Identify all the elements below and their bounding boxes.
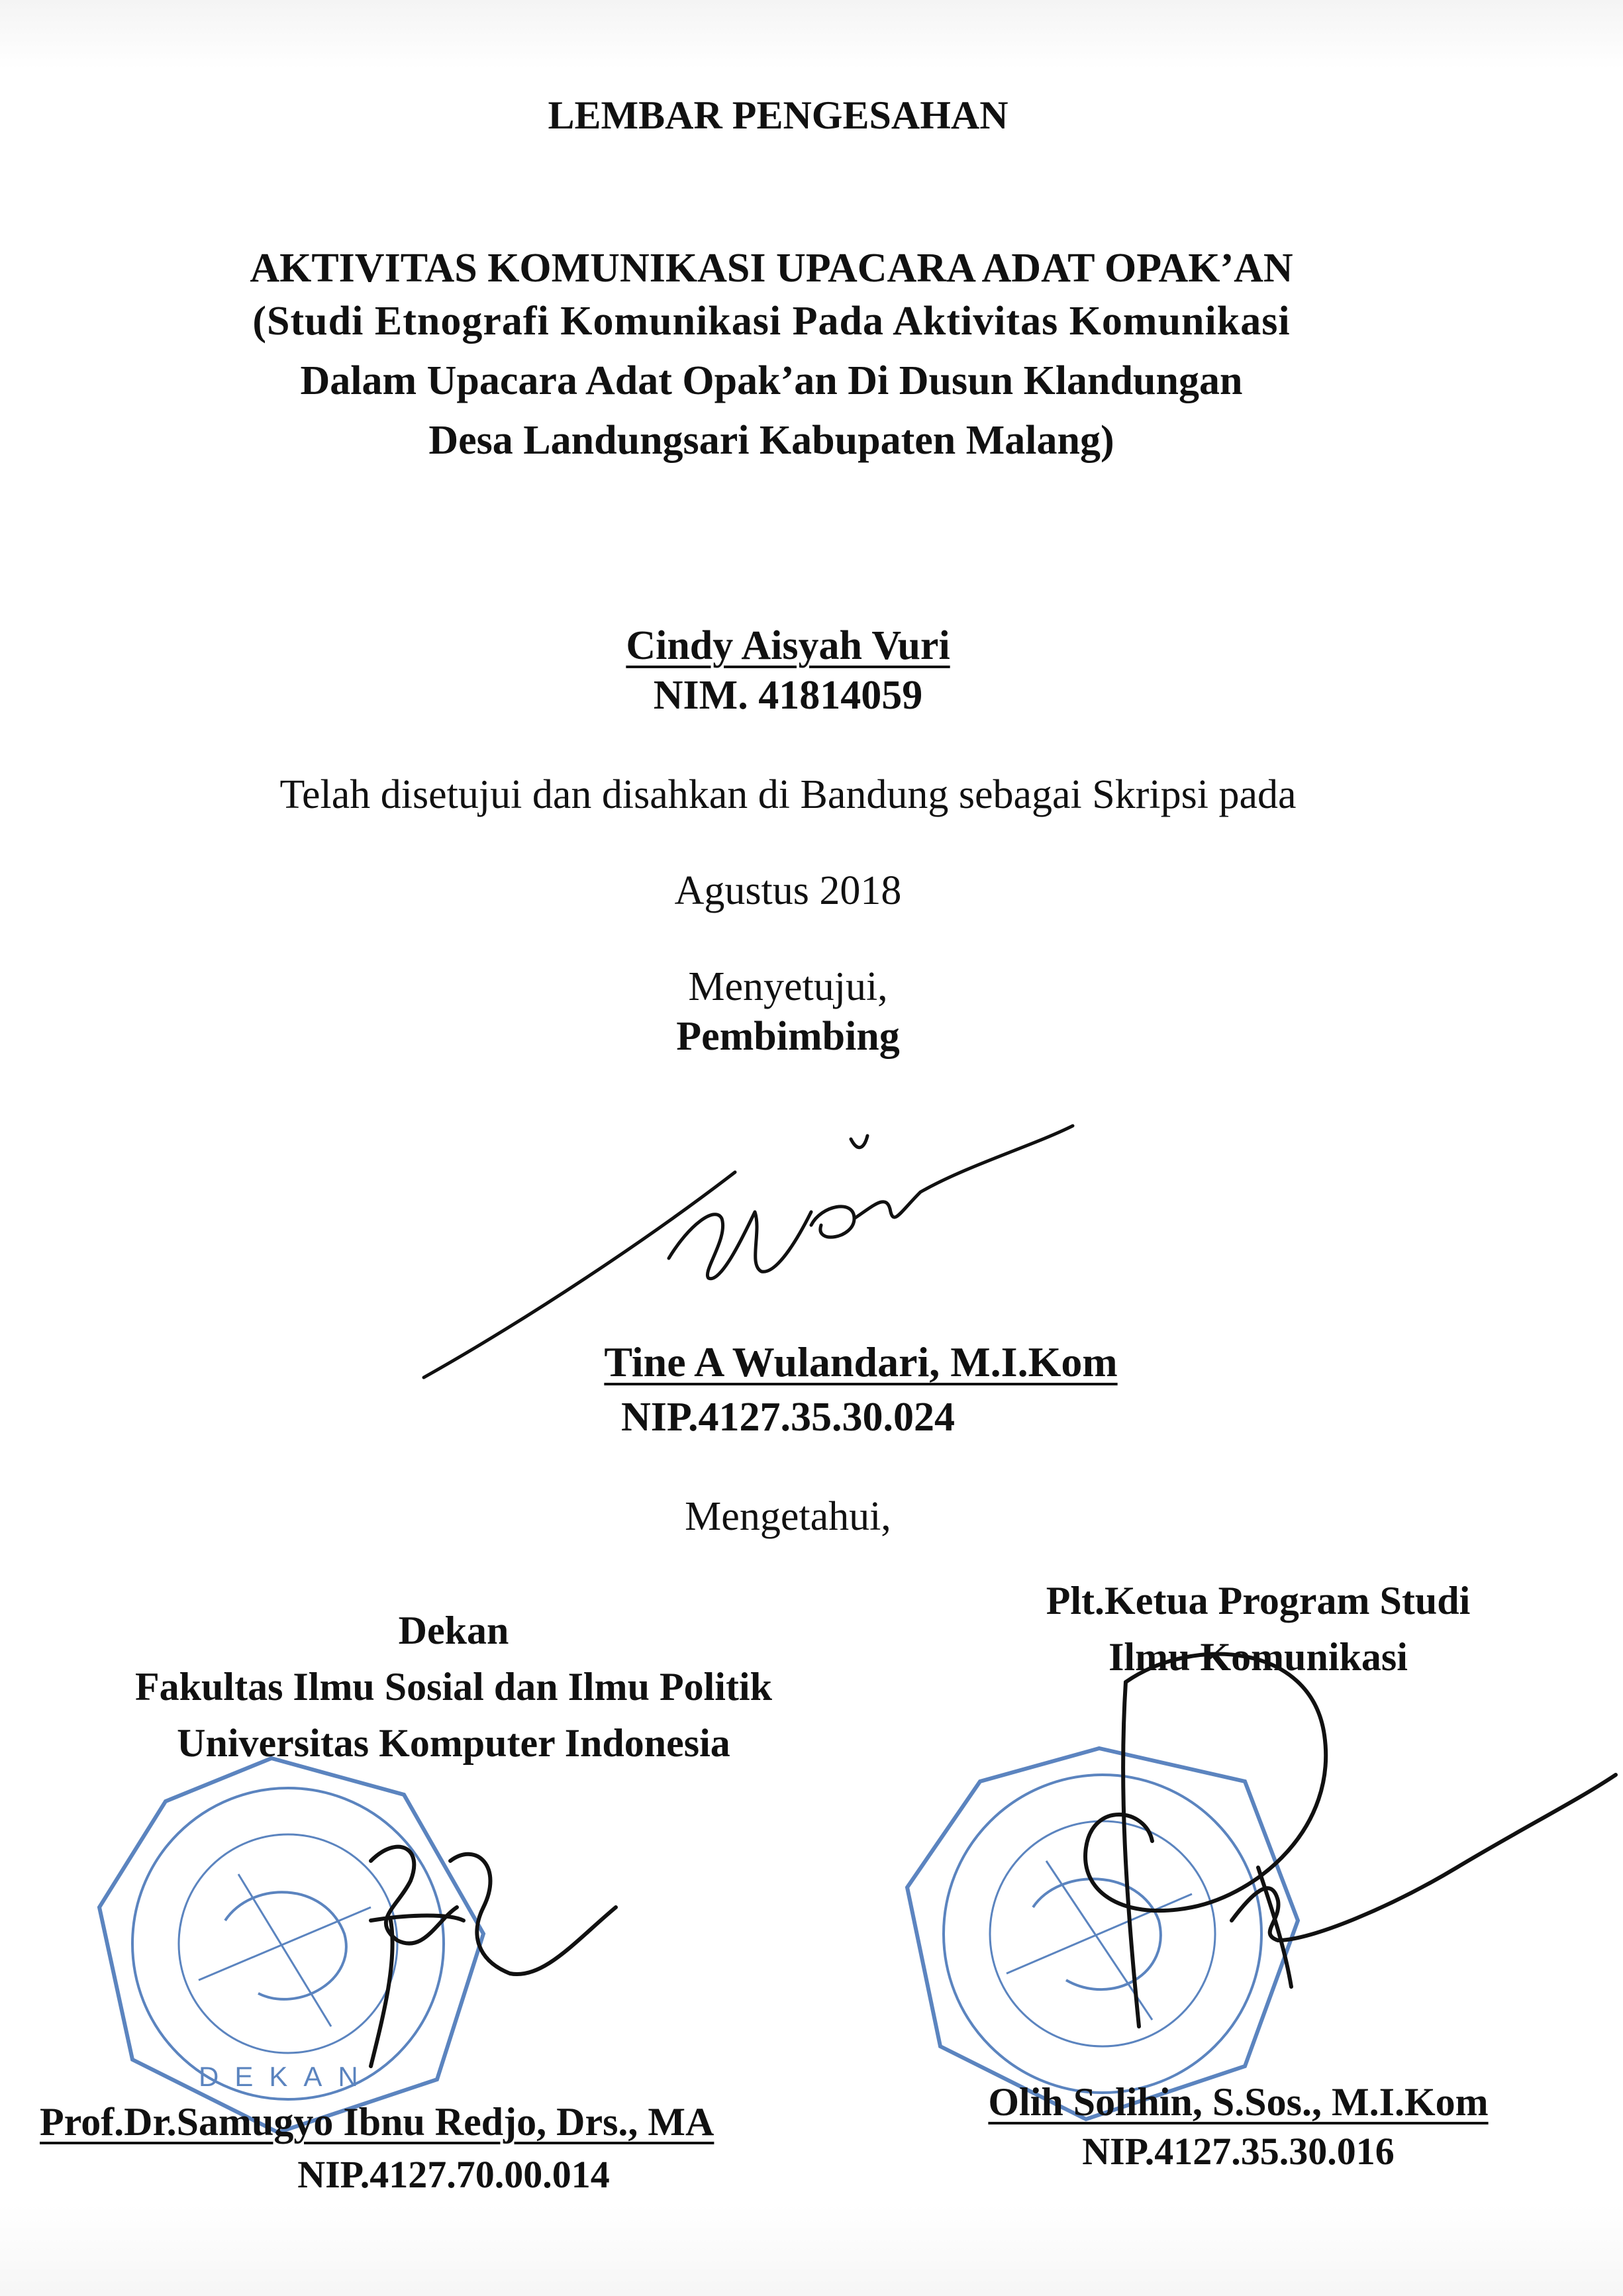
thesis-subtitle-line-3: Desa Landungsari Kabupaten Malang)	[428, 418, 1114, 463]
approve-label: Menyetujui,	[688, 964, 888, 1009]
supervisor-nip: NIP.4127.35.30.024	[620, 1395, 956, 1440]
program-head-name-block	[940, 2079, 1536, 2125]
author-nim: NIM. 41814059	[653, 673, 923, 718]
dean-nip: NIP.4127.70.00.014	[297, 2153, 610, 2196]
approval-date: Agustus 2018	[674, 868, 902, 913]
dean-title-line-1: Dekan	[398, 1609, 509, 1652]
dean-title-line-2: Fakultas Ilmu Sosial dan Ilmu Politik	[135, 1665, 772, 1709]
dean-stamp	[99, 1758, 483, 2132]
program-head-nip: NIP.4127.35.30.016	[1082, 2130, 1395, 2173]
program-head-title-line-1: Plt.Ketua Program Studi	[1046, 1579, 1471, 1622]
program-head-title-line-2: Ilmu Komunikasi	[1108, 1635, 1408, 1679]
thesis-title: AKTIVITAS KOMUNIKASI UPACARA ADAT OPAK’AN	[250, 246, 1293, 291]
svg-text:DEKAN: DEKAN	[199, 2061, 374, 2092]
program-head-name: Olih Solihin, S.Sos., M.I.Kom	[988, 2080, 1489, 2124]
thesis-subtitle-line-1: (Studi Etnografi Komunikasi Pada Aktivitas Komunikasi	[252, 299, 1291, 344]
dean-title-line-3: Universitas Komputer Indonesia	[177, 1721, 730, 1765]
approval-statement: Telah disetujui dan disahkan di Bandung sebagai Skripsi pada	[279, 772, 1297, 817]
thesis-subtitle-line-2: Dalam Upacara Adat Opak’an Di Dusun Klandungan	[300, 358, 1243, 403]
author-name: Cindy Aisyah Vuri	[626, 623, 950, 668]
dean-signature	[371, 1847, 616, 2066]
supervisor-signature	[424, 1126, 1073, 1377]
supervisor-role: Pembimbing	[676, 1014, 900, 1059]
supervisor-name: Tine A Wulandari, M.I.Kom	[604, 1338, 1118, 1385]
dean-name: Prof.Dr.Samugyo Ibnu Redjo, Drs., MA	[40, 2100, 714, 2144]
acknowledge-label: Mengetahui,	[685, 1494, 891, 1539]
program-head-stamp	[907, 1748, 1298, 2119]
page-heading: LEMBAR PENGESAHAN	[548, 93, 1008, 137]
